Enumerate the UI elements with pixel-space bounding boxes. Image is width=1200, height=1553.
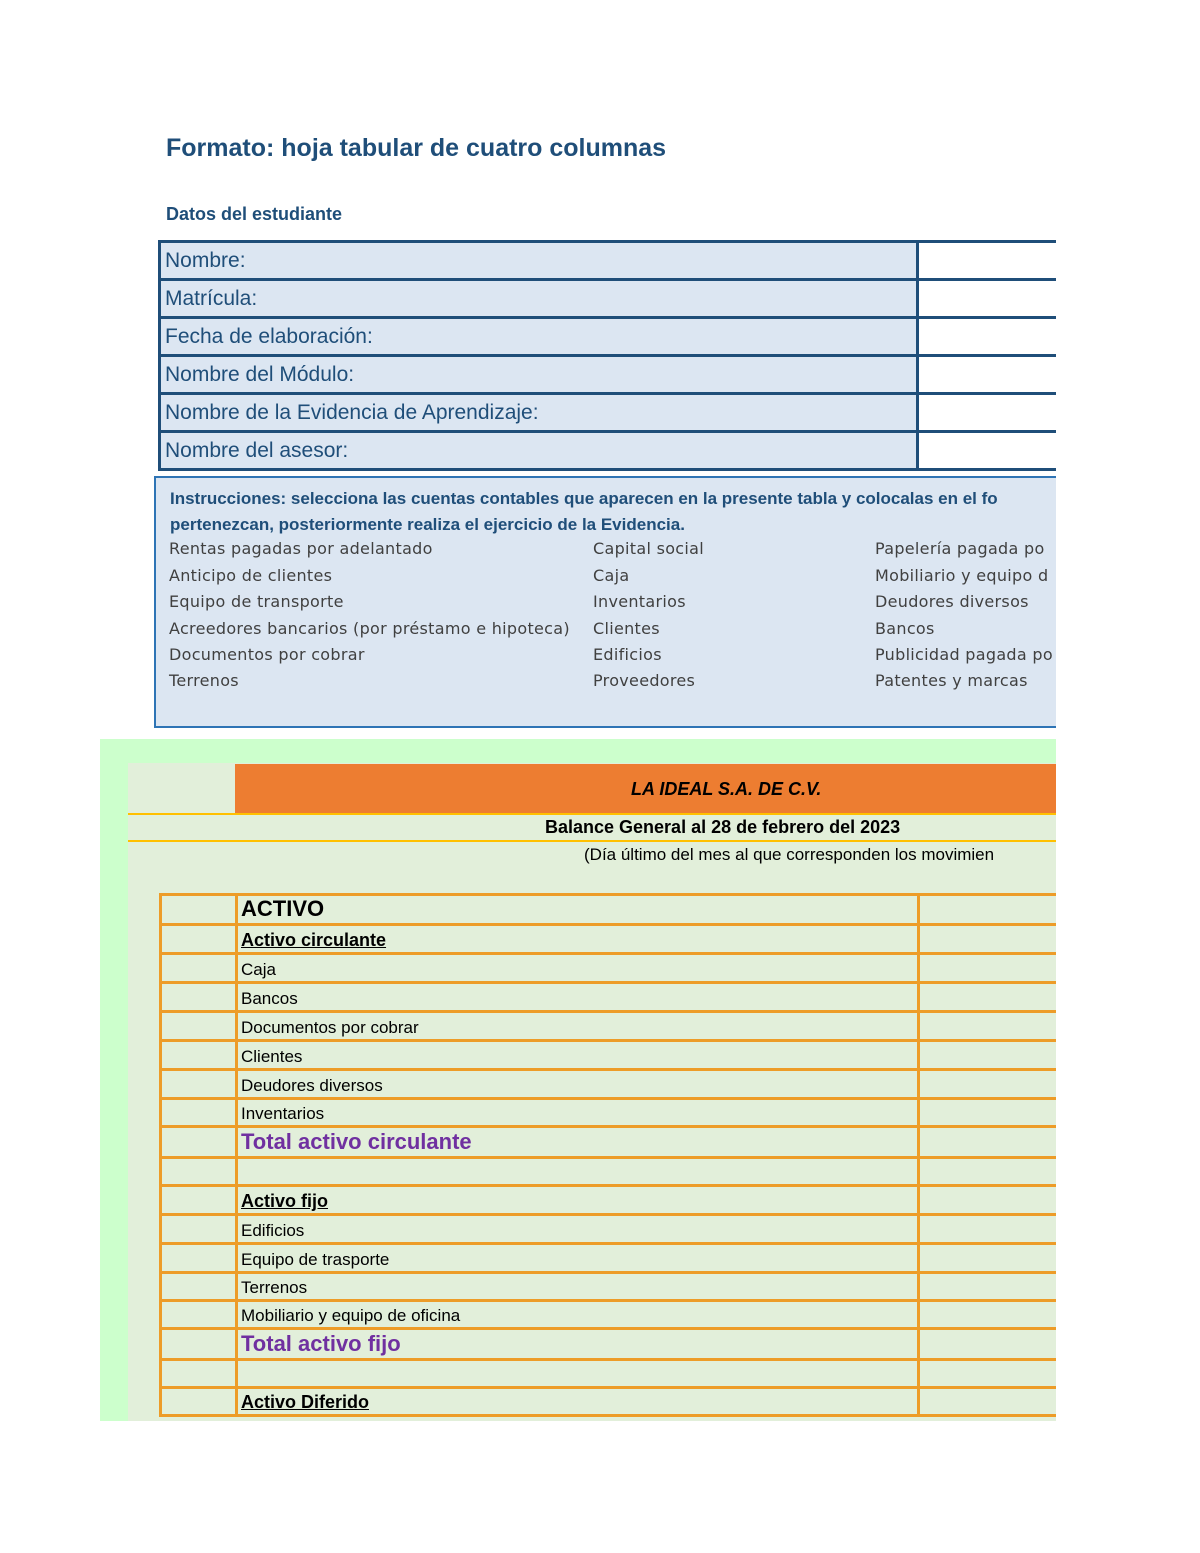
row-index-cell[interactable]: [162, 1187, 238, 1213]
company-name: LA IDEAL S.A. DE C.V.: [631, 779, 822, 799]
account-name: Mobiliario y equipo de oficina: [241, 1306, 461, 1325]
field-label: Nombre:: [161, 243, 919, 278]
account-name-cell[interactable]: [238, 1013, 920, 1039]
account-name-cell[interactable]: [238, 1361, 920, 1386]
amount-cell[interactable]: [920, 926, 1056, 952]
row-index-cell[interactable]: [162, 1159, 238, 1184]
account-name-cell[interactable]: [238, 896, 920, 923]
balance-title: Balance General al 28 de febrero del 2023: [545, 817, 901, 837]
account-name: Edificios: [241, 1221, 305, 1240]
account-name: Activo circulante: [241, 930, 387, 950]
field-label: Fecha de elaboración:: [161, 319, 919, 354]
row-index-cell[interactable]: [162, 955, 238, 981]
module-input-cell[interactable]: [919, 357, 1056, 392]
amount-cell[interactable]: [920, 984, 1056, 1010]
account-name-cell[interactable]: [238, 1071, 920, 1097]
amount-cell[interactable]: [920, 1013, 1056, 1039]
amount-cell[interactable]: [920, 1187, 1056, 1213]
field-label: Nombre del Módulo:: [161, 357, 919, 392]
account-option: Terrenos: [169, 671, 239, 690]
amount-cell[interactable]: [920, 1361, 1056, 1386]
account-option: Deudores diversos: [875, 592, 1029, 611]
account-name-cell[interactable]: [238, 1245, 920, 1271]
row-index-cell[interactable]: [162, 984, 238, 1010]
section-row: [162, 1187, 1056, 1216]
amount-cell[interactable]: [920, 1159, 1056, 1184]
account-name-cell[interactable]: [238, 1389, 920, 1414]
account-name: Total activo fijo: [241, 1331, 401, 1356]
student-row-name: [161, 243, 1056, 281]
account-name-cell[interactable]: [238, 1159, 920, 1184]
amount-cell[interactable]: [920, 1274, 1056, 1299]
account-option: Clientes: [593, 619, 660, 638]
account-name: Inventarios: [241, 1104, 325, 1123]
account-name: Caja: [241, 960, 276, 979]
section-title-student-data: Datos del estudiante: [166, 204, 343, 224]
table-row: [162, 1216, 1056, 1245]
balance-table: [159, 893, 1056, 1417]
table-row: [162, 1274, 1056, 1302]
account-name-cell[interactable]: [238, 1100, 920, 1125]
amount-cell[interactable]: [920, 955, 1056, 981]
field-label: Matrícula:: [161, 281, 919, 316]
amount-cell[interactable]: [920, 1100, 1056, 1125]
date-input-cell[interactable]: [919, 319, 1056, 354]
amount-cell[interactable]: [920, 1128, 1056, 1156]
row-index-cell[interactable]: [162, 1302, 238, 1327]
amount-cell[interactable]: [920, 1216, 1056, 1242]
divider: [128, 840, 1056, 842]
amount-cell[interactable]: [920, 1330, 1056, 1358]
account-name-cell[interactable]: [238, 955, 920, 981]
row-index-cell[interactable]: [162, 896, 238, 923]
table-row: [162, 1302, 1056, 1330]
account-option: Documentos por cobrar: [169, 645, 365, 664]
section-row: [162, 896, 1056, 926]
account-name-cell[interactable]: [238, 1187, 920, 1213]
account-name-cell[interactable]: [238, 1302, 920, 1327]
company-banner: [235, 764, 1056, 814]
account-name-cell[interactable]: [238, 1128, 920, 1156]
row-index-cell[interactable]: [162, 1330, 238, 1358]
total-row: [162, 1128, 1056, 1159]
account-option: Caja: [593, 566, 630, 585]
student-row-evidence: [161, 395, 1056, 433]
section-row: [162, 926, 1056, 955]
account-name-cell[interactable]: [238, 1274, 920, 1299]
table-row: [162, 1013, 1056, 1042]
table-row: [162, 955, 1056, 984]
amount-cell[interactable]: [920, 1245, 1056, 1271]
account-option: Equipo de transporte: [169, 592, 344, 611]
amount-cell[interactable]: [920, 896, 1056, 923]
table-row: [162, 984, 1056, 1013]
table-row: [162, 1071, 1056, 1100]
account-name-cell[interactable]: [238, 926, 920, 952]
amount-cell[interactable]: [920, 1389, 1056, 1414]
account-option: Publicidad pagada po: [875, 645, 1053, 664]
account-option: Capital social: [593, 539, 705, 558]
table-row: [162, 1361, 1056, 1389]
account-option: Proveedores: [593, 671, 696, 690]
student-row-id: [161, 281, 1056, 319]
account-name-cell[interactable]: [238, 984, 920, 1010]
account-name: Documentos por cobrar: [241, 1018, 419, 1037]
account-name: Terrenos: [241, 1278, 308, 1297]
account-name: Total activo circulante: [241, 1129, 472, 1154]
account-option: Papelería pagada po: [875, 539, 1045, 558]
account-option: Rentas pagadas por adelantado: [169, 539, 433, 558]
row-index-cell[interactable]: [162, 1100, 238, 1125]
account-option: Bancos: [875, 619, 935, 638]
account-name: Activo fijo: [241, 1191, 329, 1211]
account-option: Patentes y marcas: [875, 671, 1028, 690]
account-option: Anticipo de clientes: [169, 566, 333, 585]
row-index-cell[interactable]: [162, 1274, 238, 1299]
account-name-cell[interactable]: [238, 1216, 920, 1242]
field-label: Nombre del asesor:: [161, 433, 919, 468]
row-index-cell[interactable]: [162, 1071, 238, 1097]
instructions-line: Instrucciones: selecciona las cuentas contables que aparecen en la presente tabla y colocalas en el fo: [170, 489, 998, 508]
instructions-text: [170, 486, 1056, 538]
page-title: Formato: hoja tabular de cuatro columnas: [166, 134, 667, 162]
total-row: [162, 1330, 1056, 1361]
account-option: Edificios: [593, 645, 662, 664]
student-row-date: [161, 319, 1056, 357]
section-row: [162, 1389, 1056, 1417]
evidence-input-cell[interactable]: [919, 395, 1056, 430]
student-row-advisor: [161, 433, 1056, 471]
table-row: [162, 1100, 1056, 1128]
row-index-cell[interactable]: [162, 1013, 238, 1039]
amount-cell[interactable]: [920, 1071, 1056, 1097]
account-option: Acreedores bancarios (por préstamo e hipoteca): [169, 619, 570, 638]
row-index-cell[interactable]: [162, 1245, 238, 1271]
row-index-cell[interactable]: [162, 926, 238, 952]
account-name: Clientes: [241, 1047, 303, 1066]
account-name: Activo Diferido: [241, 1392, 370, 1412]
table-row: [162, 1245, 1056, 1274]
amount-cell[interactable]: [920, 1042, 1056, 1068]
balance-note: (Día último del mes al que corresponden los movimien: [584, 845, 995, 864]
row-index-cell[interactable]: [162, 1216, 238, 1242]
account-option: Inventarios: [593, 592, 686, 611]
advisor-input-cell[interactable]: [919, 433, 1056, 468]
row-index-cell[interactable]: [162, 1361, 238, 1386]
id-input-cell[interactable]: [919, 281, 1056, 316]
account-name-cell[interactable]: [238, 1042, 920, 1068]
row-index-cell[interactable]: [162, 1042, 238, 1068]
account-name-cell[interactable]: [238, 1330, 920, 1358]
field-label: Nombre de la Evidencia de Aprendizaje:: [161, 395, 919, 430]
account-name: Equipo de trasporte: [241, 1250, 390, 1269]
instructions-line: pertenezcan, posteriormente realiza el ejercicio de la Evidencia.: [170, 515, 685, 534]
account-name: Bancos: [241, 989, 298, 1008]
account-name: Deudores diversos: [241, 1076, 383, 1095]
student-data-table: [158, 240, 1056, 471]
divider: [128, 813, 1056, 815]
student-row-module: [161, 357, 1056, 395]
row-index-cell[interactable]: [162, 1128, 238, 1156]
table-row: [162, 1042, 1056, 1071]
row-index-cell[interactable]: [162, 1389, 238, 1414]
table-row: [162, 1159, 1056, 1187]
account-name: ACTIVO: [241, 896, 325, 921]
amount-cell[interactable]: [920, 1302, 1056, 1327]
name-input-cell[interactable]: [919, 243, 1056, 278]
account-option: Mobiliario y equipo d: [875, 566, 1049, 585]
